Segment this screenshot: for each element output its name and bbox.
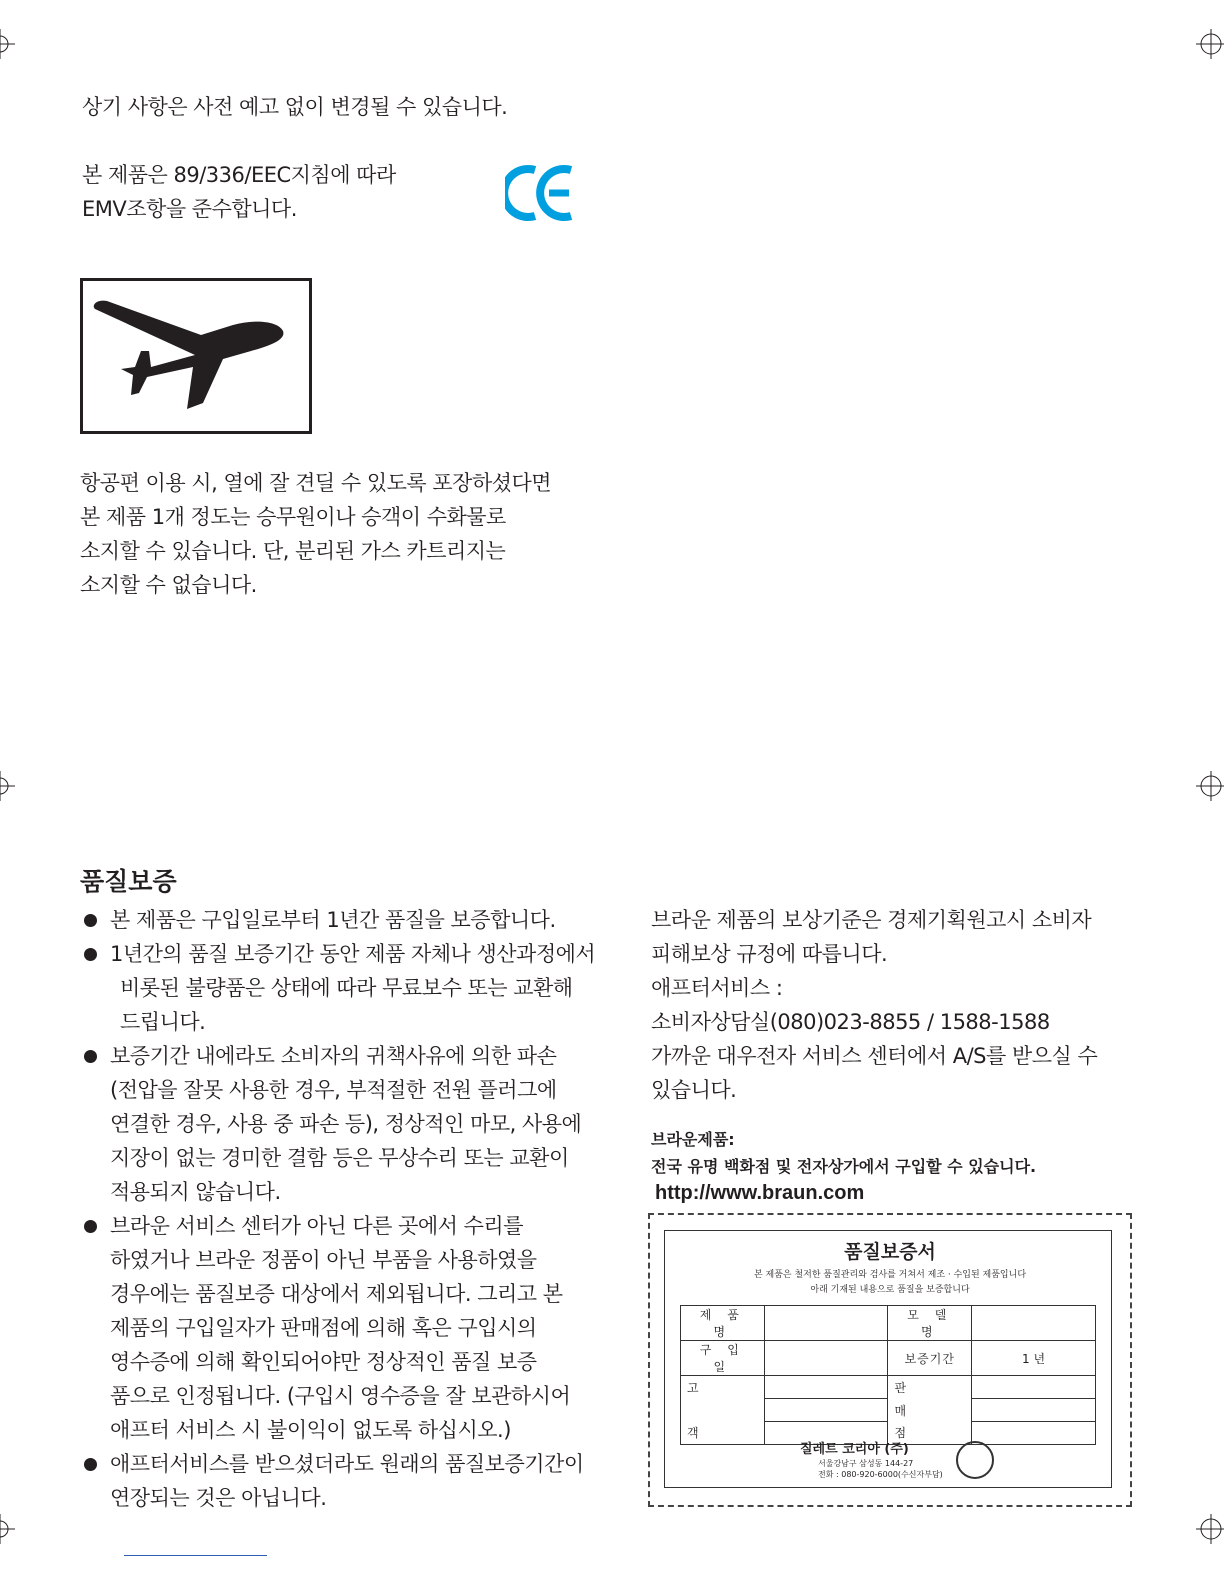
seller-label: 판 [888,1376,972,1399]
registration-mark-right-bottom [1196,1514,1224,1544]
ce-compliance-text [82,158,396,226]
airplane-pictogram [80,278,312,434]
service-line: 피해보상 규정에 따릅니다. [651,942,888,966]
bullet-line: 보증기간 내에라도 소비자의 귀책사유에 의한 파손 [110,1044,557,1068]
change-notice: 상기 사항은 사전 예고 없이 변경될 수 있습니다. [82,95,508,119]
braun-website-link[interactable]: http://www.braun.com [655,1182,865,1204]
purchase-date-label: 구 입 일 [681,1341,765,1376]
bullet-line: 애프터 서비스 시 불이익이 없도록 하십시오.) [110,1418,511,1442]
shop-heading: 브라운제품: [651,1130,735,1149]
bullet-line: (전압을 잘못 사용한 경우, 부적절한 전원 플러그에 [110,1078,557,1102]
registration-mark-left-top [0,29,15,59]
customer-label: 객 [681,1422,765,1445]
table-row [681,1376,1096,1399]
list-item [82,1447,595,1515]
air-text-line: 본 제품 1개 정도는 승무원이나 승객이 수화물로 [80,505,506,529]
air-text-line: 소지할 수 없습니다. [80,573,257,597]
table-row [681,1399,1096,1422]
service-line: 브라운 제품의 보상기준은 경제기획원고시 소비자 [651,908,1092,932]
table-row [681,1341,1096,1376]
bullet-line: 제품의 구입일자가 판매점에 의해 혹은 구입시의 [110,1316,537,1340]
bullet-line: 하였거나 브라운 정품이 아닌 부품을 사용하였을 [110,1248,537,1272]
registration-mark-left-bottom [0,1514,15,1544]
registration-mark-right-middle [1196,771,1224,801]
air-text-line: 항공편 이용 시, 열에 잘 견딜 수 있도록 포장하셨다면 [80,471,552,495]
customer-field[interactable] [764,1399,888,1422]
warranty-bullet-list [82,903,595,1515]
bullet-line: 1년간의 품질 보증기간 동안 제품 자체나 생산과정에서 [110,942,596,966]
bullet-line: 적용되지 않습니다. [110,1180,281,1204]
warranty-period-label: 보증기간 [888,1341,972,1376]
airplane-icon [83,281,309,431]
bullet-line: 본 제품은 구입일로부터 1년간 품질을 보증합니다. [110,908,556,932]
bullet-line: 연장되는 것은 아닙니다. [110,1486,327,1510]
customer-label: 고 [681,1376,765,1399]
bullet-line: 연결한 경우, 사용 중 파손 등), 정상적인 마모, 사용에 [110,1112,582,1136]
service-line: 가까운 대우전자 서비스 센터에서 A/S를 받으실 수 [651,1044,1098,1068]
model-name-field[interactable] [972,1306,1096,1341]
ce-text-line: EMV조항을 준수합니다. [82,197,297,221]
model-name-label: 모 델 명 [888,1306,972,1341]
customer-field[interactable] [764,1376,888,1399]
warranty-period-value: 1 년 [972,1341,1096,1376]
ce-text-line: 본 제품은 89/336/EEC지침에 따라 [82,163,396,187]
product-name-field[interactable] [764,1306,888,1341]
shop-text: 전국 유명 백화점 및 전자상가에서 구입할 수 있습니다. [651,1157,1037,1176]
bullet-line: 영수증에 의해 확인되어야만 정상적인 품질 보증 [110,1350,537,1374]
footer-rule [124,1555,267,1556]
registration-mark-left-middle [0,771,15,801]
company-address [818,1458,943,1480]
bullet-line: 드립니다. [120,1010,206,1034]
service-line: 애프터서비스 : [651,976,783,1000]
bullet-line: 비롯된 불량품은 상태에 따라 무료보수 또는 교환해 [120,976,573,1000]
registration-mark-right-top [1196,29,1224,59]
warranty-card-subtitle: 아래 기재된 내용으로 품질을 보증합니다 [810,1285,970,1295]
bullet-line: 애프터서비스를 받으셨더라도 원래의 품질보증기간이 [110,1452,584,1476]
bullet-line: 경우에는 품질보증 대상에서 제외됩니다. 그리고 본 [110,1282,563,1306]
product-name-label: 제 품 명 [681,1306,765,1341]
service-info [651,903,1097,1107]
company-seal [956,1441,994,1479]
air-travel-text [80,466,551,602]
seller-label: 매 [888,1399,972,1422]
list-item [82,1039,595,1209]
list-item [82,937,595,1039]
warranty-card-subtitle: 본 제품은 철저한 품질관리와 검사를 거쳐서 제조 · 수입된 제품입니다 [753,1270,1027,1280]
bullet-line: 품으로 인정됩니다. (구입시 영수증을 잘 보관하시어 [110,1384,571,1408]
service-phone: 소비자상담실(080)023-8855 / 1588-1588 [651,1010,1050,1034]
seller-label: 점 [888,1422,972,1445]
seller-field[interactable] [972,1422,1096,1445]
list-item [82,903,595,937]
warranty-title: 품질보증 [80,867,177,896]
purchase-date-field[interactable] [764,1341,888,1376]
seller-field[interactable] [972,1399,1096,1422]
list-item [82,1209,595,1447]
bullet-line: 지장이 없는 경미한 결함 등은 무상수리 또는 교환이 [110,1146,569,1170]
seller-field[interactable] [972,1376,1096,1399]
warranty-card-title: 품질보증서 [844,1241,936,1263]
service-line: 있습니다. [651,1078,737,1102]
bullet-line: 브라운 서비스 센터가 아닌 다른 곳에서 수리를 [110,1214,523,1238]
phone-line: 전화 : 080-920-6000(수신자부담) [818,1470,943,1479]
table-row [681,1306,1096,1341]
warranty-card-table [680,1305,1096,1445]
customer-label-spacer [681,1399,765,1422]
address-line: 서울강남구 삼성동 144-27 [818,1459,914,1468]
company-name: 질레트 코리아 (주) [800,1442,909,1457]
ce-mark-icon [505,162,577,224]
air-text-line: 소지할 수 있습니다. 단, 분리된 가스 카트리지는 [80,539,506,563]
